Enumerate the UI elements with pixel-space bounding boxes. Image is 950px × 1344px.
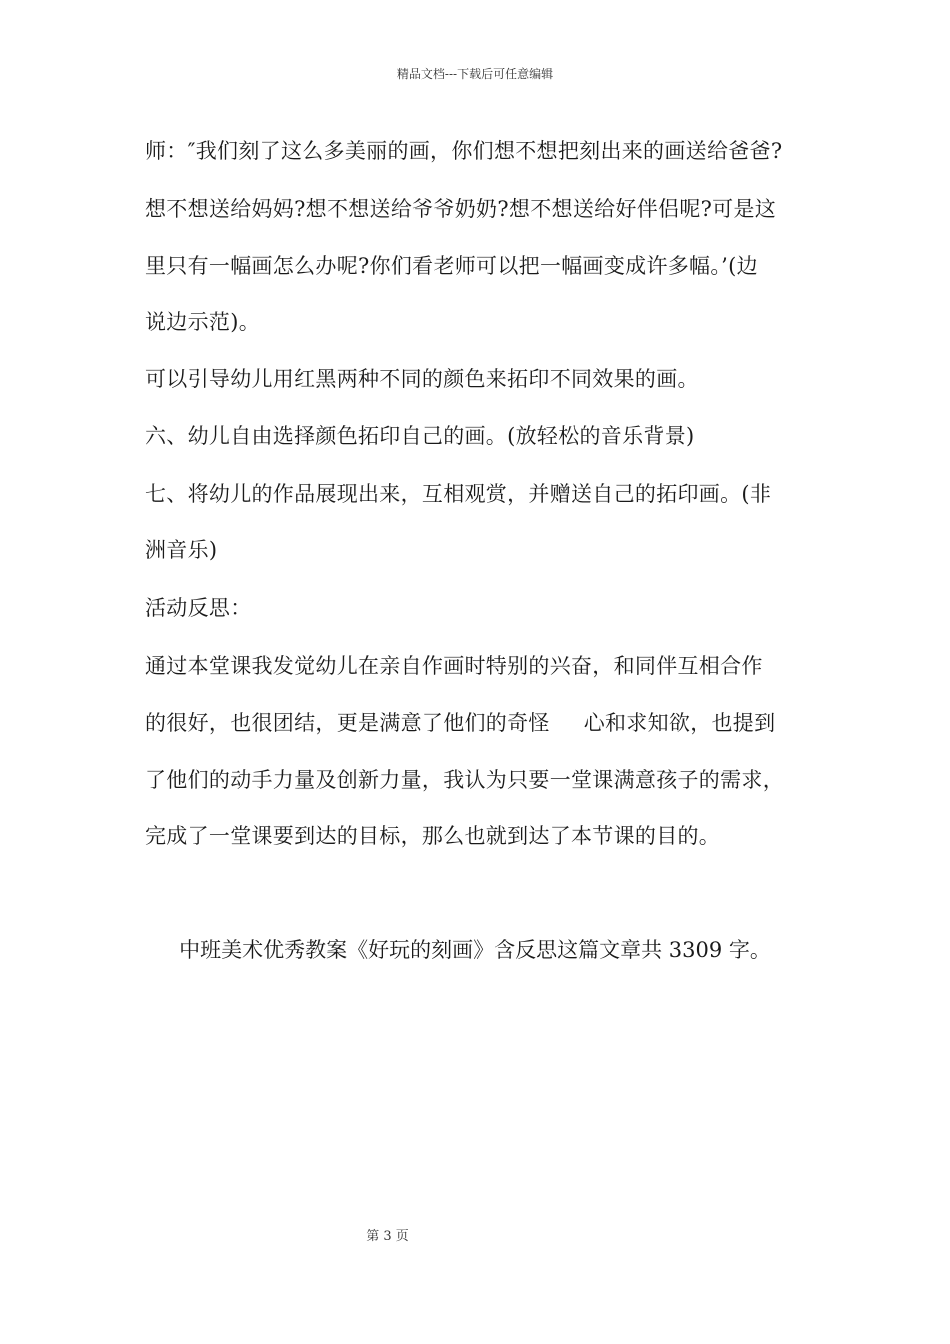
body-line-4: 说边示范)。 [145, 310, 260, 334]
body-line-11 [145, 709, 775, 737]
body-line-6: 六、幼儿自由选择颜色拓印自己的画。(放轻松的音乐背景) [145, 424, 695, 448]
body-line-10: 通过本堂课我发觉幼儿在亲自作画时特别的兴奋，和同伴互相合作 [145, 654, 763, 678]
section-heading-reflection: 活动反思： [145, 596, 252, 620]
page-header: 精品文档---下载后可任意编辑 [396, 67, 554, 81]
body-line-7: 七、将幼儿的作品展现出来，互相观赏，并赠送自己的拓印画。(非 [145, 482, 772, 506]
body-line-11-part-a: 的很好，也很团结，更是满意了他们的奇怪 [145, 711, 550, 735]
body-line-3: 里只有一幅画怎么办呢?你们看老师可以把一幅画变成许多幅。’(边 [145, 254, 758, 278]
page-number: 第 3 页 [366, 1229, 409, 1244]
body-line-13: 完成了一堂课要到达的目标，那么也就到达了本节课的目的。 [145, 824, 721, 848]
article-summary: 中班美术优秀教案《好玩的刻画》含反思这篇文章共 3309 字。 [179, 938, 771, 962]
body-line-1: 师：″我们刻了这么多美丽的画，你们想不想把刻出来的画送给爸爸? [145, 139, 783, 163]
body-line-8: 洲音乐) [145, 538, 218, 562]
body-line-12: 了他们的动手力量及创新力量，我认为只要一堂课满意孩子的需求， [145, 768, 784, 792]
body-line-11-part-b: 心和求知欲，也提到 [583, 711, 776, 735]
body-line-5: 可以引导幼儿用红黑两种不同的颜色来拓印不同效果的画。 [145, 367, 699, 391]
body-line-2: 想不想送给妈妈?想不想送给爷爷奶奶?想不想送给好伴侣呢?可是这 [145, 197, 777, 221]
